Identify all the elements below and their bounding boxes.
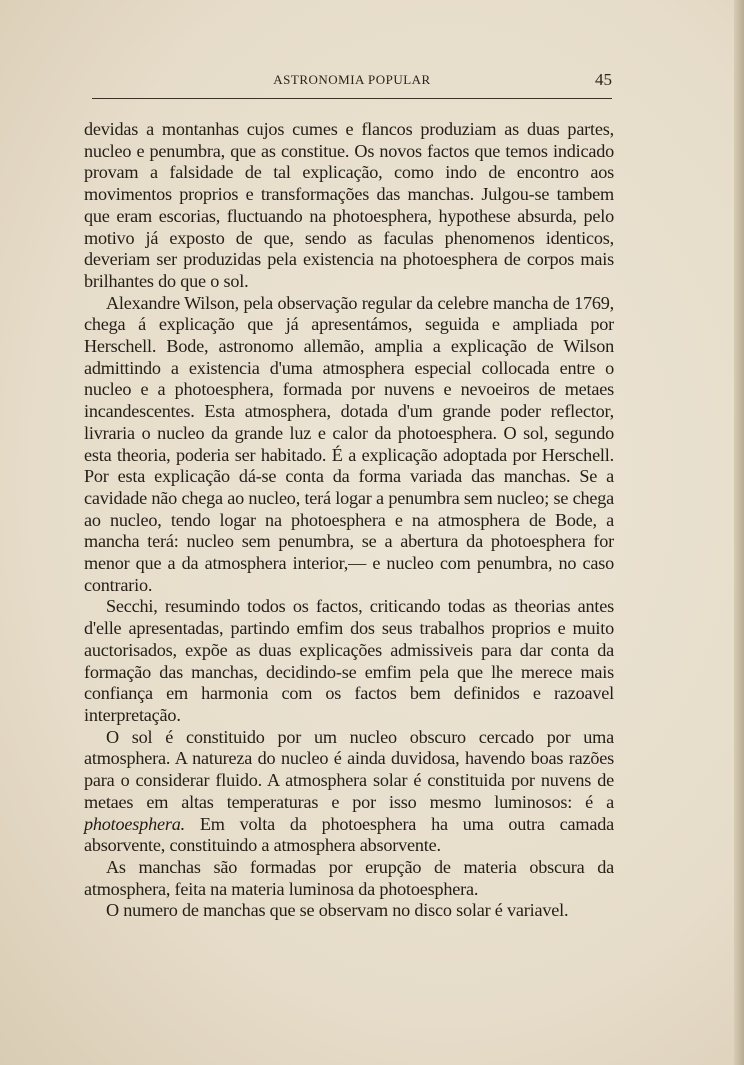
paragraph-4-emphasis: photoesphera. bbox=[84, 813, 185, 834]
running-head-title: ASTRONOMIA POPULAR bbox=[273, 72, 431, 87]
page-number: 45 bbox=[595, 70, 612, 89]
paragraph-3: Secchi, resumindo todos os factos, criticando todas as theorias antes d'elle apresentadas, partindo emfim dos seus trabalhos proprios e muito auctorisados, expõe as duas explicações admissiveis para dar conta da formação das manchas, decidindo-se emfim pela que lhe merece mais confiança em harmonia com os factos bem definidos e razoavel interpretação. bbox=[84, 596, 614, 725]
header-rule bbox=[92, 98, 612, 99]
body-text bbox=[84, 119, 614, 922]
paragraph-2: Alexandre Wilson, pela observação regular da celebre mancha de 1769, chega á explicação que já apresentámos, seguida e ampliada por Herschell. Bode, astronomo allemão, amplia a explicação de Wilson admittindo a existencia d'uma atmosphera especial collocada entre o nucleo e a photoesphera, formada por nuvens e nevoeiros de metaes incandescentes. Esta atmosphera, dotada d'um grande poder reflector, livraria o nucleo da grande luz e calor da photoesphera. O sol, segundo esta theoria, poderia ser habitado. É a explicação adoptada por Herschell. Por esta explicação dá-se conta da forma variada das manchas. Se a cavidade não chega ao nucleo, terá logar a penumbra sem nucleo; se chega ao nucleo, tendo logar na photoesphera e na atmosphera de Bode, a mancha terá: nucleo sem penumbra, se a abertura da photoesphera for menor que a da atmosphera interior,— e nucleo com penumbra, no caso contrario. bbox=[84, 292, 614, 595]
paragraph-5: As manchas são formadas por erupção de materia obscura da atmosphera, feita na materia luminosa da photoesphera. bbox=[84, 856, 614, 899]
paragraph-1: devidas a montanhas cujos cumes e flancos produziam as duas partes, nucleo e penumbra, que as constitue. Os novos factos que temos indicado provam a falsidade de tal explicação, como indo de encontro aos movimentos proprios e transformações das manchas. Julgou-se tambem que eram escorias, fluctuando na photoesphera, hypothese absurda, pelo motivo já exposto de que, sendo as faculas phenomenos identicos, deveriam ser produzidas pela existencia na photoesphera de corpos mais brilhantes do que o sol. bbox=[84, 119, 614, 291]
page-edge bbox=[734, 0, 744, 1065]
paragraph-6: O numero de manchas que se observam no disco solar é variavel. bbox=[106, 900, 569, 921]
paragraph-4-text-end: Em volta da photoesphera ha uma outra camada absorvente, constituindo a atmosphera absorvente. bbox=[84, 813, 614, 856]
paragraph-4 bbox=[84, 727, 614, 857]
running-head bbox=[92, 70, 612, 94]
paragraph-4-text: O sol é constituido por um nucleo obscuro cercado por uma atmosphera. A natureza do nucleo é ainda duvidosa, havendo boas razões para o considerar fluido. A atmosphera solar é constituida por nuvens de metaes em altas temperaturas e por isso mesmo luminosos: é a bbox=[84, 726, 614, 812]
